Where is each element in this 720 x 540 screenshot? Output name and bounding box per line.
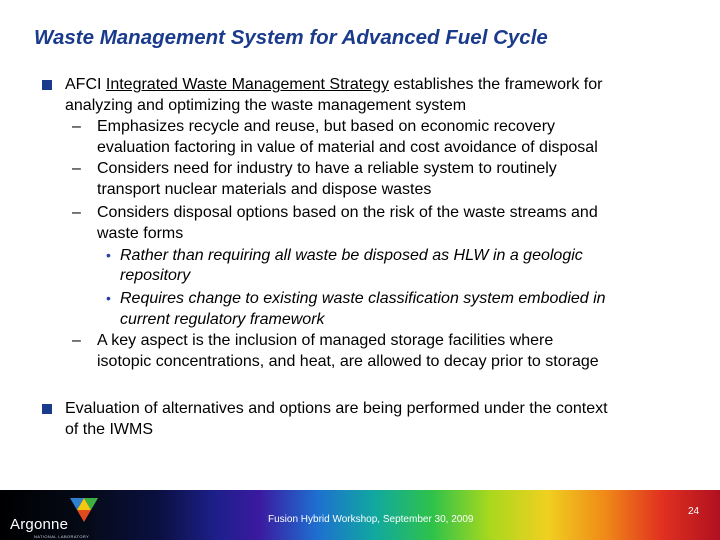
subsub-1-line-2: repository: [120, 267, 191, 284]
dash-icon: –: [72, 332, 81, 349]
bullet-1-line-1: [65, 74, 602, 95]
logo-text: Argonne: [10, 516, 69, 533]
dot-icon: •: [106, 247, 111, 263]
dash-icon: –: [72, 160, 81, 177]
logo-subtext: NATIONAL LABORATORY: [34, 534, 90, 539]
subsub-2-line-2: current regulatory framework: [120, 311, 325, 328]
subsub-1-line-1: Rather than requiring all waste be disposed as HLW in a geologic: [120, 247, 583, 264]
sub-4-line-1: A key aspect is the inclusion of managed storage facilities where: [97, 332, 554, 349]
bullet-square-icon: [42, 404, 52, 414]
dot-icon: •: [106, 290, 111, 306]
dash-icon: –: [72, 204, 81, 221]
slide-title: Waste Management System for Advanced Fuel Cycle: [34, 26, 548, 49]
bullet-1-prefix: AFCI: [65, 76, 106, 93]
bullet-2-line-1: Evaluation of alternatives and options are being performed under the context: [65, 400, 608, 417]
sub-1-line-1: Emphasizes recycle and reuse, but based on economic recovery: [97, 118, 556, 135]
sub-3-line-2: waste forms: [97, 225, 184, 242]
sub-2-line-2: transport nuclear materials and dispose wastes: [97, 181, 432, 198]
sub-2-line-1: Considers need for industry to have a reliable system to routinely: [97, 160, 557, 177]
sub-4-line-2: isotopic concentrations, and heat, are allowed to decay prior to storage: [97, 353, 599, 370]
bullet-1-suffix: establishes the framework for: [389, 76, 603, 93]
footer-bar: [0, 490, 720, 540]
footer-event-text: Fusion Hybrid Workshop, September 30, 2009: [268, 514, 474, 525]
sub-3-line-1: Considers disposal options based on the risk of the waste streams and: [97, 204, 598, 221]
sub-1-line-2: evaluation factoring in value of material and cost avoidance of disposal: [97, 139, 598, 156]
page-number: 24: [688, 506, 700, 517]
bullet-square-icon: [42, 80, 52, 90]
bullet-1-line-2: analyzing and optimizing the waste management system: [65, 97, 467, 114]
bullet-2-line-2: of the IWMS: [65, 421, 154, 438]
iwms-link[interactable]: Integrated Waste Management Strategy: [105, 76, 390, 93]
dash-icon: –: [72, 118, 81, 135]
subsub-2-line-1: Requires change to existing waste classification system embodied in: [120, 290, 606, 307]
